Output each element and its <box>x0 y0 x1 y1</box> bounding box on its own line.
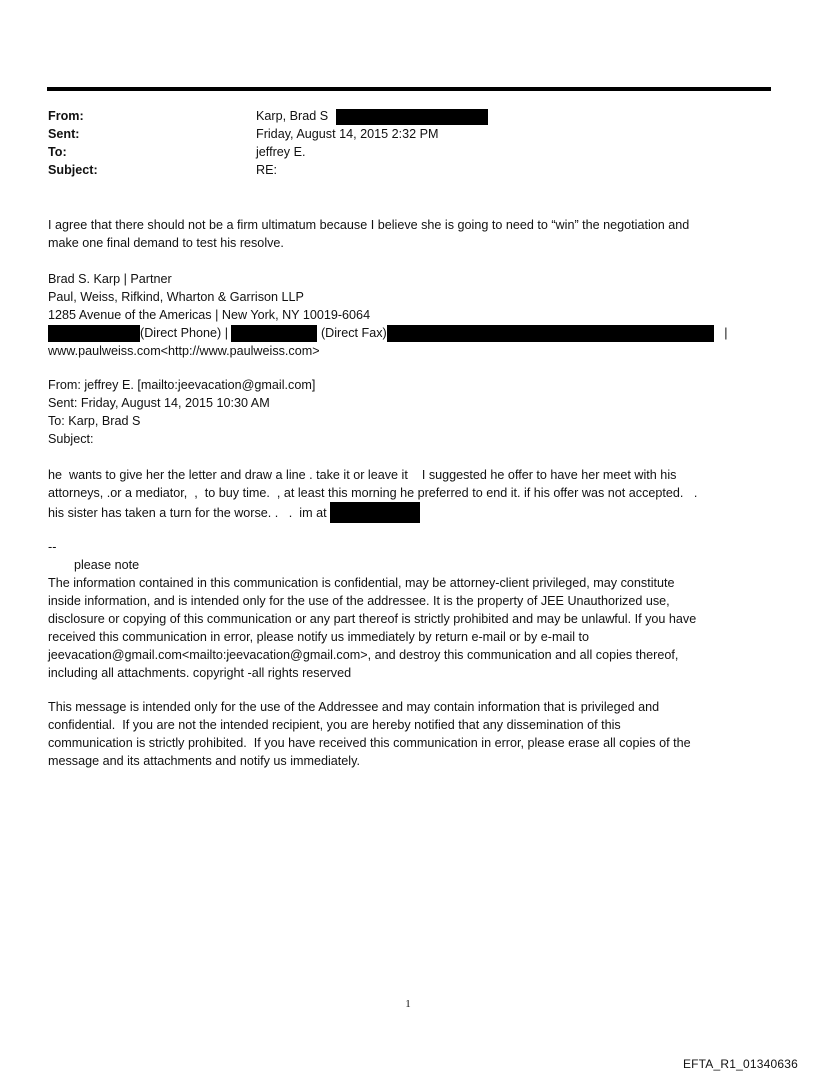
original-to: To: Karp, Brad S <box>48 414 141 428</box>
disclaimer-line: disclosure or copying of this communication or any part thereof is strictly prohibited and may be unlawful. If you have <box>48 612 697 626</box>
redaction-from-email <box>336 109 488 125</box>
redaction-email <box>387 325 714 342</box>
signature-firm: Paul, Weiss, Rifkind, Wharton & Garrison LLP <box>48 290 304 304</box>
to-row <box>48 143 768 161</box>
confidentiality-line: This message is intended only for the use of the Addressee and may contain information that is privileged and <box>48 700 660 714</box>
to-label: To: <box>48 145 67 159</box>
confidentiality-line: communication is strictly prohibited. If you have received this communication in error, please erase all copies of the <box>48 736 691 750</box>
disclaimer-line: received this communication in error, please notify us immediately by return e-mail or by e-mail to <box>48 630 590 644</box>
redaction-fax <box>231 325 317 342</box>
disclaimer-note: please note <box>74 558 140 572</box>
confidentiality-line: confidential. If you are not the intended recipient, you are hereby notified that any dissemination of this <box>48 718 621 732</box>
from-name: Karp, Brad S <box>256 109 329 123</box>
confidentiality-notice <box>48 698 768 770</box>
disclaimer-dashes: -- <box>48 540 57 554</box>
signature-address: 1285 Avenue of the Americas | New York, NY 10019-6064 <box>48 308 371 322</box>
signature-contact-line <box>48 324 768 342</box>
reply-line: I agree that there should not be a firm ultimatum because I believe she is going to need to “win” the negotiation and <box>48 218 690 232</box>
redaction-location <box>330 502 420 523</box>
original-body-line-3 <box>48 502 768 520</box>
page-number: 1 <box>405 998 411 1010</box>
from-label: From: <box>48 109 84 123</box>
bates-number: EFTA_R1_01340636 <box>682 1057 798 1071</box>
reply-body <box>48 216 768 252</box>
reply-line: make one final demand to test his resolve. <box>48 236 284 250</box>
disclaimer <box>48 538 768 682</box>
original-subject: Subject: <box>48 432 94 446</box>
sent-label: Sent: <box>48 127 80 141</box>
from-value <box>256 107 488 125</box>
disclaimer-line: jeevacation@gmail.com<mailto:jeevacation@gmail.com>, and destroy this communication and all copies thereof, <box>48 648 679 662</box>
signature <box>48 270 768 360</box>
original-body-text: his sister has taken a turn for the worse. . . im at <box>48 506 327 520</box>
disclaimer-line: The information contained in this communication is confidential, may be attorney-client privileged, may constitute <box>48 576 675 590</box>
original-header <box>48 376 768 448</box>
subject-value: RE: <box>256 163 277 177</box>
original-sent: Sent: Friday, August 14, 2015 10:30 AM <box>48 396 270 410</box>
confidentiality-line: message and its attachments and notify us immediately. <box>48 754 360 768</box>
sent-value: Friday, August 14, 2015 2:32 PM <box>256 127 439 141</box>
signature-pipe: | <box>724 326 728 340</box>
direct-phone-label: (Direct Phone) | <box>140 326 228 340</box>
to-value: jeffrey E. <box>256 145 306 159</box>
original-body <box>48 466 768 520</box>
sent-row <box>48 125 768 143</box>
signature-website: www.paulweiss.com<http://www.paulweiss.com> <box>48 344 320 358</box>
redaction-phone <box>48 325 140 342</box>
original-body-line: attorneys, .or a mediator, , to buy time. , at least this morning he preferred to end it. if his offer was not accepted. . <box>48 486 698 500</box>
header-divider <box>47 87 771 91</box>
subject-row <box>48 161 768 179</box>
original-body-line: he wants to give her the letter and draw a line . take it or leave it I suggested he offer to have her meet with his <box>48 468 677 482</box>
signature-name: Brad S. Karp | Partner <box>48 272 172 286</box>
from-row <box>48 107 768 125</box>
subject-label: Subject: <box>48 163 98 177</box>
original-from: From: jeffrey E. [mailto:jeevacation@gmail.com] <box>48 378 316 392</box>
direct-fax-label: (Direct Fax) <box>320 326 387 340</box>
email-header <box>48 107 768 179</box>
disclaimer-line: inside information, and is intended only for the use of the addressee. It is the property of JEE Unauthorized use, <box>48 594 670 608</box>
disclaimer-line: including all attachments. copyright -all rights reserved <box>48 666 352 680</box>
